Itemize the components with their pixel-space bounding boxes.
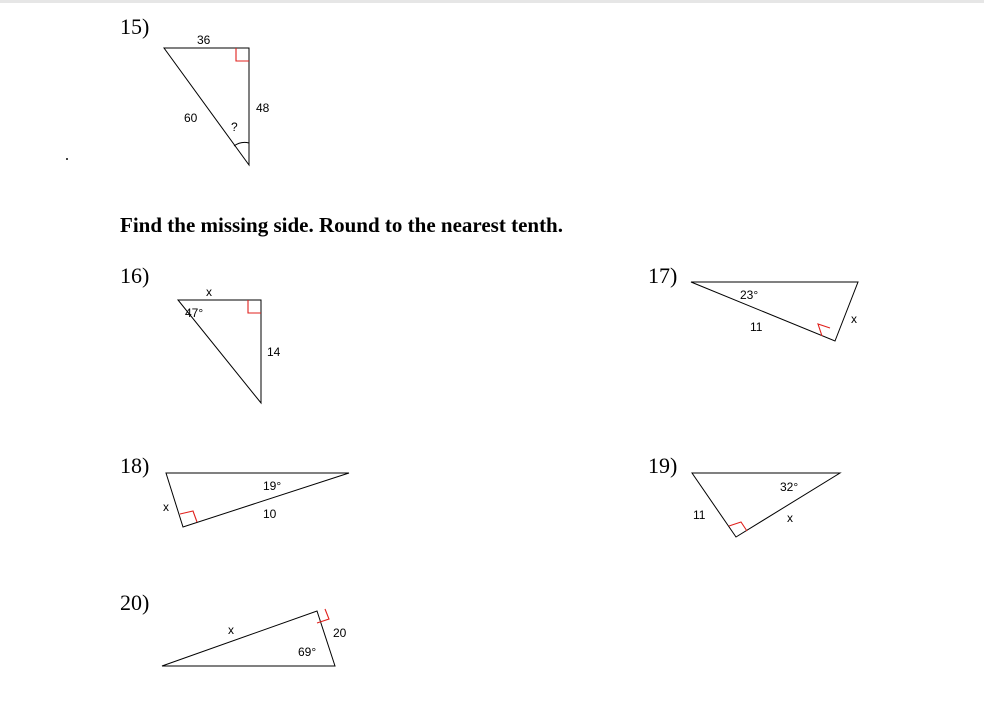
right-angle-marker-16 bbox=[248, 300, 261, 313]
problem-18-triangle bbox=[163, 473, 349, 527]
label-15-hyp: 60 bbox=[184, 111, 198, 125]
right-angle-marker-18 bbox=[180, 511, 197, 522]
label-17-hyp: 11 bbox=[750, 320, 763, 334]
label-15-right: 48 bbox=[256, 101, 270, 115]
problem-17-number: 17) bbox=[648, 263, 678, 288]
right-angle-marker-19 bbox=[729, 522, 747, 531]
label-16-top: x bbox=[206, 285, 212, 299]
label-19-left: 11 bbox=[693, 508, 706, 522]
label-20-side: x bbox=[228, 623, 234, 637]
angle-arc-15 bbox=[234, 142, 249, 146]
label-16-right: 14 bbox=[267, 345, 281, 359]
label-16-angle: 47° bbox=[185, 306, 204, 320]
problem-19-triangle bbox=[692, 473, 840, 537]
label-18-side: x bbox=[163, 500, 169, 514]
triangle-15-outline bbox=[164, 48, 249, 165]
problem-19-number: 19) bbox=[648, 453, 678, 478]
problem-15-number: 15) bbox=[120, 14, 150, 39]
label-15-top: 36 bbox=[197, 33, 211, 47]
problem-20-number: 20) bbox=[120, 590, 150, 615]
problem-15-triangle bbox=[164, 33, 270, 165]
section-heading: Find the missing side. Round to the nearest tenth. bbox=[120, 213, 563, 237]
right-angle-marker-17 bbox=[818, 324, 830, 336]
problem-16-triangle bbox=[178, 285, 281, 403]
problem-18-number: 18) bbox=[120, 453, 150, 478]
triangle-18-outline bbox=[166, 473, 349, 527]
label-17-side: x bbox=[851, 312, 857, 326]
label-18-angle: 19° bbox=[263, 479, 282, 493]
label-17-angle: 23° bbox=[740, 288, 759, 302]
label-20-angle: 69° bbox=[298, 645, 317, 659]
problem-17-triangle bbox=[691, 282, 858, 341]
label-18-hyp: 10 bbox=[263, 507, 277, 521]
triangle-17-outline bbox=[691, 282, 858, 341]
problem-20-triangle bbox=[162, 609, 347, 666]
label-19-angle: 32° bbox=[780, 480, 799, 494]
right-angle-marker-15 bbox=[236, 48, 249, 61]
label-19-side: x bbox=[787, 511, 793, 525]
label-20-right: 20 bbox=[333, 626, 347, 640]
problem-16-number: 16) bbox=[120, 263, 150, 288]
label-15-angle: ? bbox=[231, 120, 238, 134]
triangle-19-outline bbox=[692, 473, 840, 537]
